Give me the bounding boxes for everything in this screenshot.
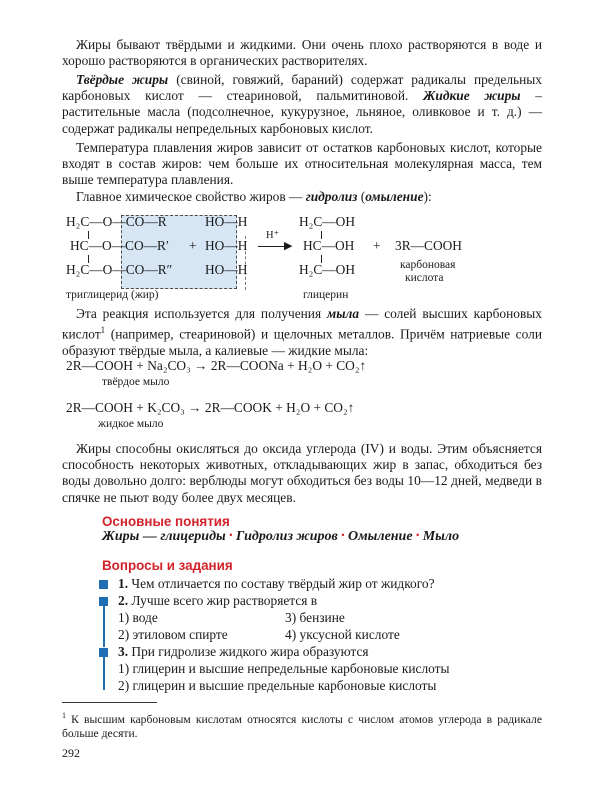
separator-dot: • <box>341 530 345 540</box>
fats-types-paragraph: Твёрдые жиры (свиной, говяжий, бараний) содержат радикалы предельных карбоновых кислот — стеариновой, пальмитиновой. Жидкие жиры – растительные масла (подсолнечное, кукурузное, льняное, оливковое и т. д.) — содержат радикалы непредельных карбоновых кислот. <box>62 72 542 136</box>
plus-sign: + <box>189 238 197 253</box>
trig-row-1: H₂C—O—CO—R <box>66 214 167 229</box>
question-2-bar <box>103 606 105 647</box>
melting-point-paragraph: Температура плавления жиров зависит от остатков карбоновых кислот, которые входят в состав жиров: чем больше их относительная молекулярная масса, тем выше температура плавления. <box>62 140 542 188</box>
question-2: 2. Лучше всего жир растворяется в <box>118 593 318 608</box>
water-2: HO—H <box>205 238 248 253</box>
question-1: 1. Чем отличается по составу твёрдый жир от жидкого? <box>118 576 435 591</box>
term-soap: мыла <box>327 306 360 321</box>
carboxylic-acid: 3R—COOH <box>395 238 462 253</box>
question-3-bar <box>103 657 105 690</box>
q2-option-3: 3) бензине <box>285 610 345 625</box>
q3-option-1: 1) глицерин и высшие непредельные карбоновые кислоты <box>118 661 450 676</box>
question-3: 3. При гидролизе жидкого жира образуются <box>118 644 369 659</box>
separator-dot: • <box>229 530 233 540</box>
glycerol-row-2: HC—OH <box>303 238 355 253</box>
paragraph-solubility: Жиры бывают твёрдыми и жидкими. Они очень плохо растворяются в воде и хорошо растворяются в органических растворителях. <box>62 37 542 69</box>
liquid-soap-label: жидкое мыло <box>98 418 164 430</box>
intro-paragraph <box>62 37 542 69</box>
q2-option-2: 2) этиловом спирте <box>118 627 228 642</box>
arrow-head-icon: ▶ <box>284 240 293 252</box>
questions-heading: Вопросы и задания <box>102 558 233 573</box>
concepts-list <box>102 529 459 545</box>
water-1: HO—H <box>205 214 248 229</box>
footnote-rule <box>62 702 157 703</box>
glycerol-row-1: H₂C—OH <box>299 214 356 229</box>
term-hydrolysis: гидролиз <box>305 189 358 204</box>
catalyst-label: H⁺ <box>266 230 280 241</box>
concepts-heading: Основные понятия <box>102 514 230 529</box>
q2-option-1: 1) воде <box>118 610 158 625</box>
concept-item: Гидролиз жиров <box>235 529 338 544</box>
water-3: HO—H <box>205 262 248 277</box>
soap-paragraph: Эта реакция используется для получения мыла — солей высших карбоновых кислот$^1$ (например, стеариновой) и щелочных металлов. Причём натриевые соли образуют твёрдые мыла, а калиевые — жидкие мыла: <box>62 306 542 358</box>
term-liquid-fats: Жидкие жиры <box>423 88 521 104</box>
trig-row-3: H₂C—O—CO—R″ <box>66 262 173 277</box>
q3-option-2: 2) глицерин и высшие предельные карбоновые кислоты <box>118 678 437 693</box>
glycerol-label: глицерин <box>303 289 349 301</box>
question-bullet-icon <box>99 648 108 657</box>
term-saponification: омыление <box>365 189 424 204</box>
trig-row-2: HC—O—CO—R′ <box>70 238 169 253</box>
question-bullet-icon <box>99 597 108 606</box>
concept-item: Мыло <box>422 529 460 544</box>
acid-label-2: кислота <box>405 272 444 284</box>
concept-item: Жиры — глицериды <box>102 529 226 544</box>
question-bullet-icon <box>99 580 108 589</box>
page-number: 292 <box>62 746 80 760</box>
triglyceride-label: триглицерид (жир) <box>66 289 159 301</box>
q2-option-4: 4) уксусной кислоте <box>285 627 400 642</box>
oxidation-paragraph: Жиры способны окисляться до оксида углерода (IV) и воды. Этим объясняется способность некоторых животных, откладывающих жир в запас, обходиться без воды довольно долго: верблюды могут обходиться без воды 10—12 дней, медведи в спячке не пьют воду более двух месяцев. <box>62 441 543 505</box>
equation-potassium: 2R—COOH + K₂CO₃ → 2R—COOK + H₂O + CO₂↑ <box>66 400 355 415</box>
term-solid-fats: Твёрдые жиры <box>76 72 169 87</box>
plus-sign-2: + <box>373 238 381 253</box>
solid-soap-label: твёрдое мыло <box>102 376 170 388</box>
acid-label-1: карбоновая <box>400 259 456 271</box>
separator-dot: • <box>416 530 420 540</box>
glycerol-row-3: H₂C—OH <box>299 262 356 277</box>
hydrolysis-intro: Главное химическое свойство жиров — гидролиз (омыление): <box>76 189 432 204</box>
footnote: $^1$ К высшим карбоновым кислотам относятся кислоты с числом атомов углерода в радикале больше десяти. <box>62 711 542 740</box>
concept-item: Омыление <box>347 529 413 544</box>
equation-sodium: 2R—COOH + Na₂CO₃ → 2R—COONa + H₂O + CO₂↑ <box>66 358 367 373</box>
